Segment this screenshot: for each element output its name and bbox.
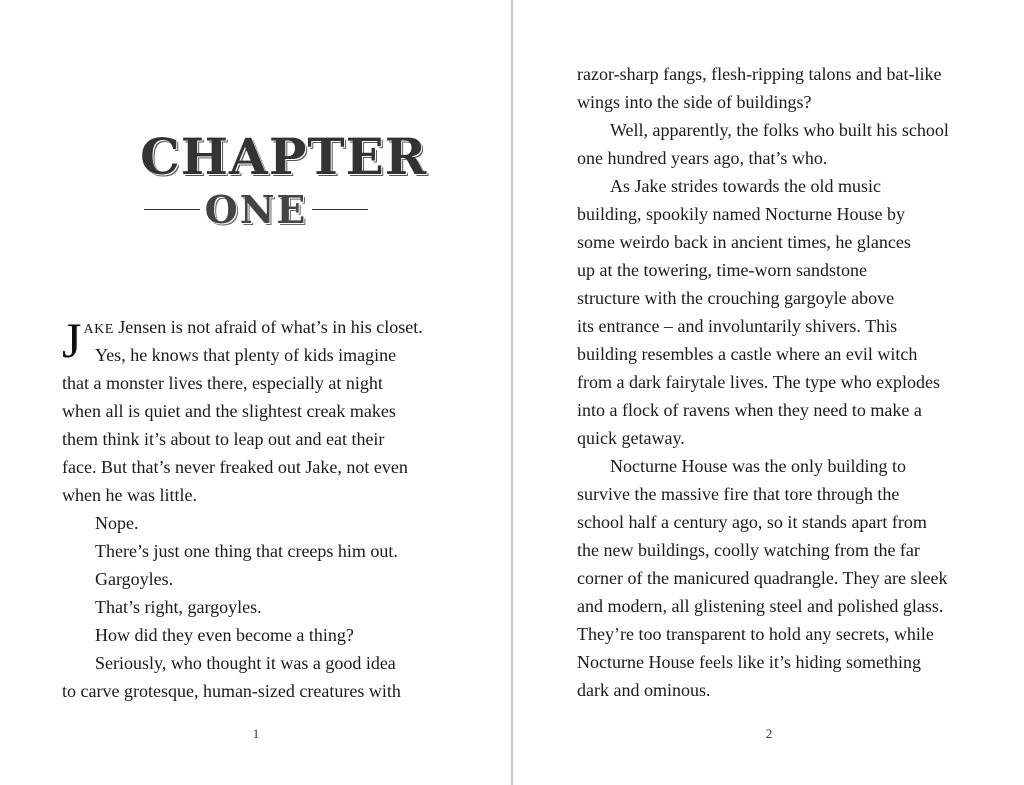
chapter-number-row bbox=[140, 188, 372, 232]
page-number: 2 bbox=[765, 726, 773, 741]
text-line: building, spookily named Nocturne House by bbox=[577, 204, 905, 224]
text-line: There’s just one thing that creeps him out. bbox=[95, 541, 398, 561]
opening-line-text: Jensen is not afraid of what’s in his closet. bbox=[113, 317, 423, 337]
text-line: razor-sharp fangs, flesh-ripping talons and bat-like bbox=[577, 64, 942, 84]
left-page-text bbox=[62, 313, 452, 705]
text-line: How did they even become a thing? bbox=[95, 625, 354, 645]
text-line: into a flock of ravens when they need to make a bbox=[577, 400, 922, 420]
text-line: building resembles a castle where an evil witch bbox=[577, 344, 918, 364]
right-page-text bbox=[577, 60, 977, 704]
text-line: Nocturne House feels like it’s hiding something bbox=[577, 652, 921, 672]
text-line: up at the towering, time-worn sandstone bbox=[577, 260, 867, 280]
text-line: when all is quiet and the slightest creak makes bbox=[62, 401, 396, 421]
text-line: when he was little. bbox=[62, 485, 197, 505]
drop-cap: J bbox=[62, 312, 82, 368]
text-line: structure with the crouching gargoyle above bbox=[577, 288, 895, 308]
text-line: some weirdo back in ancient times, he glances bbox=[577, 232, 911, 252]
page-number: 1 bbox=[252, 726, 260, 741]
text-line: As Jake strides towards the old music bbox=[610, 176, 881, 196]
text-line: dark and ominous. bbox=[577, 680, 711, 700]
text-line: them think it’s about to leap out and eat their bbox=[62, 429, 385, 449]
text-line: wings into the side of buildings? bbox=[577, 92, 812, 112]
text-line: survive the massive fire that tore through the bbox=[577, 484, 900, 504]
chapter-heading bbox=[140, 127, 428, 232]
text-line: the new buildings, coolly watching from the far bbox=[577, 540, 920, 560]
text-line: quick getaway. bbox=[577, 428, 685, 448]
text-line: to carve grotesque, human-sized creatures with bbox=[62, 681, 401, 701]
text-line: Yes, he knows that plenty of kids imagine bbox=[95, 345, 397, 365]
text-line: its entrance – and involuntarily shivers. This bbox=[577, 316, 898, 336]
chapter-number: ONE bbox=[204, 187, 308, 232]
text-line: Seriously, who thought it was a good idea bbox=[95, 653, 396, 673]
text-line bbox=[62, 313, 452, 341]
text-line: school half a century ago, so it stands apart from bbox=[577, 512, 927, 532]
chapter-rule-right bbox=[312, 209, 368, 210]
text-line: and modern, all glistening steel and polished glass. bbox=[577, 596, 944, 616]
text-line: Gargoyles. bbox=[95, 569, 174, 589]
text-line: corner of the manicured quadrangle. They are sleek bbox=[577, 568, 948, 588]
text-line: Nope. bbox=[95, 513, 139, 533]
text-line: Well, apparently, the folks who built his school bbox=[610, 120, 949, 140]
text-line: Nocturne House was the only building to bbox=[610, 456, 906, 476]
text-line: They’re too transparent to hold any secrets, while bbox=[577, 624, 934, 644]
text-line: from a dark fairytale lives. The type who explodes bbox=[577, 372, 941, 392]
text-line: face. But that’s never freaked out Jake, not even bbox=[62, 457, 408, 477]
opening-small-caps: AKE bbox=[83, 322, 114, 337]
text-line: one hundred years ago, that’s who. bbox=[577, 148, 828, 168]
text-line: that a monster lives there, especially at night bbox=[62, 373, 383, 393]
text-line: That’s right, gargoyles. bbox=[95, 597, 262, 617]
chapter-title: CHAPTER bbox=[140, 127, 428, 186]
